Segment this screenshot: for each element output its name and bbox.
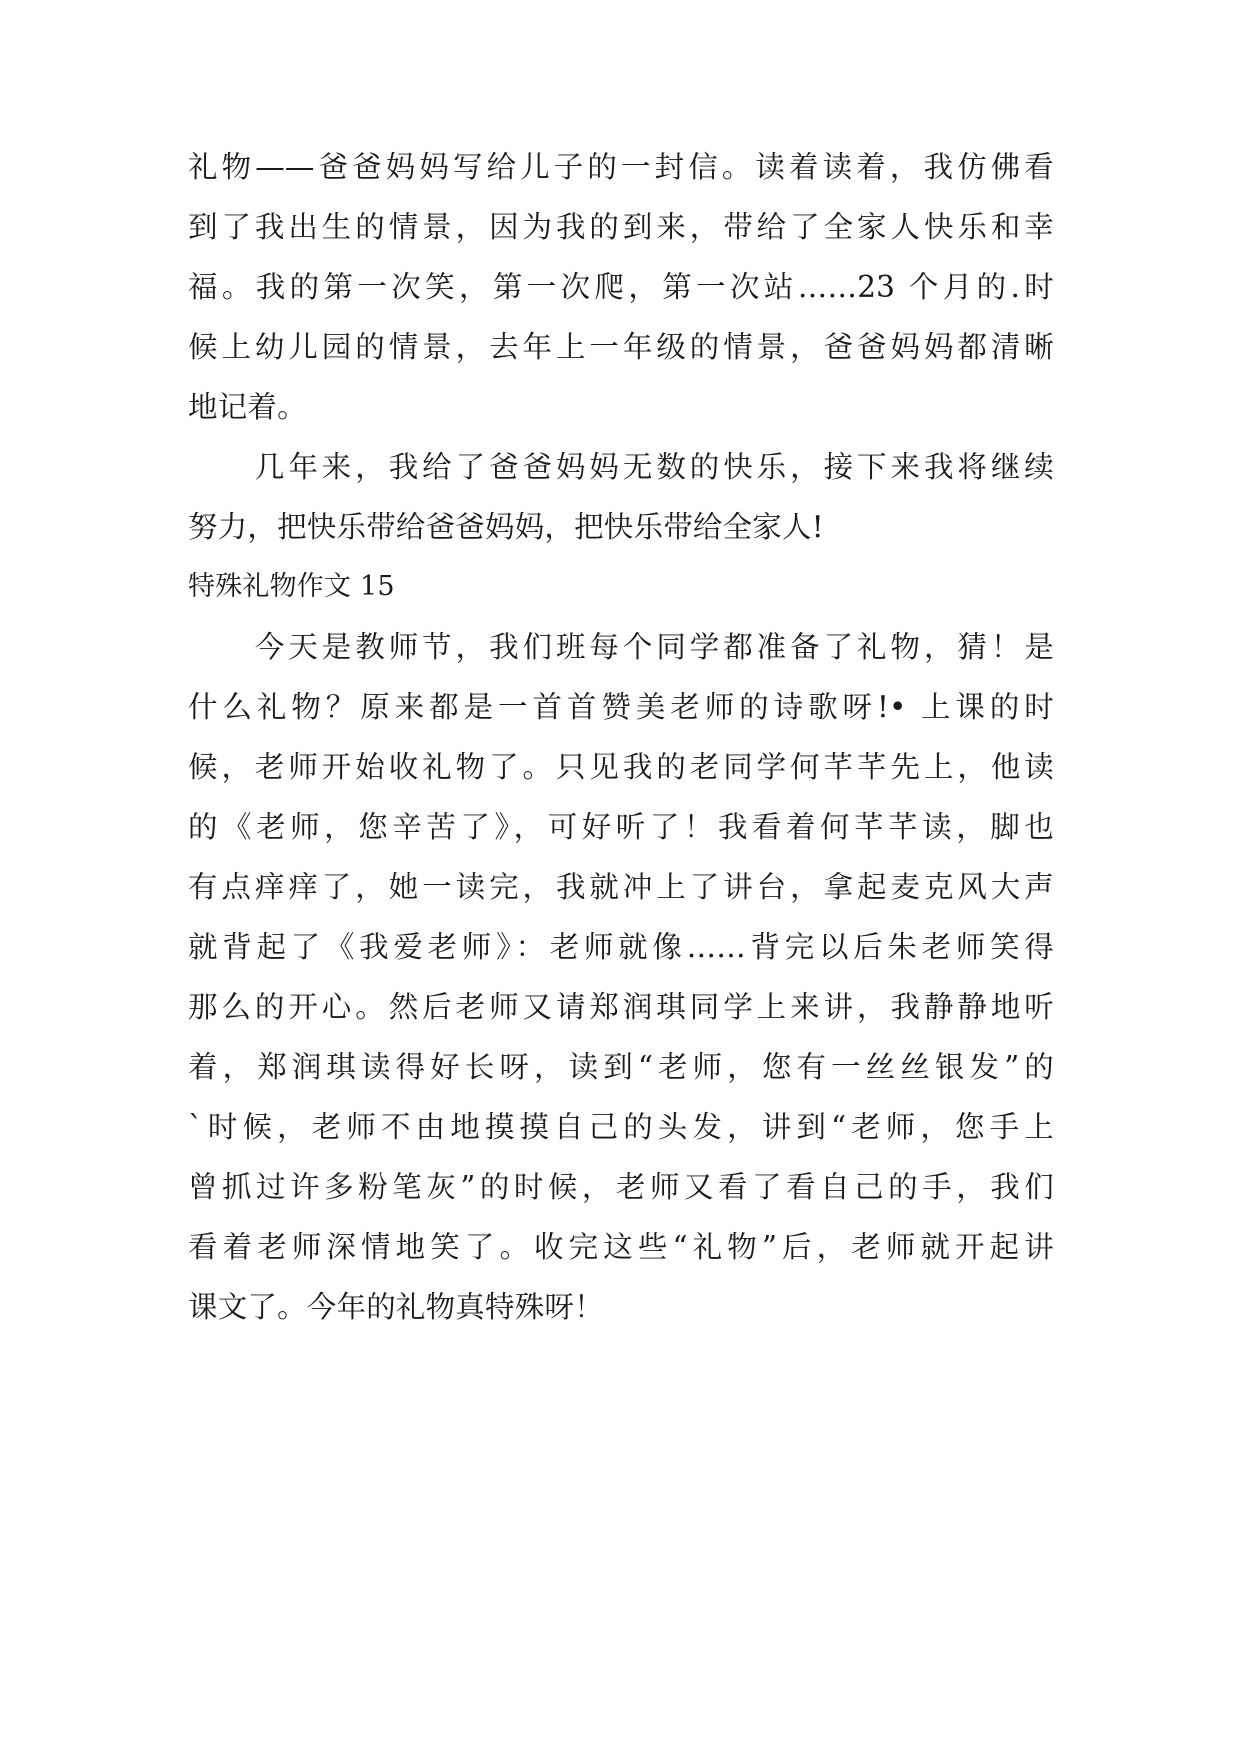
text-line: 课文了。今年的礼物真特殊呀！ [188, 1290, 604, 1324]
text-line: 候上幼儿园的情景，去年上一年级的情景，爸爸妈妈都清晰 [188, 330, 1054, 364]
text-line: 地记着。 [188, 390, 307, 424]
text-line: 候，老师开始收礼物了。只见我的老同学何芊芊先上，他读 [188, 750, 1054, 784]
text-line: 福。我的第一次笑，第一次爬，第一次站……23 个月的.时 [188, 270, 1054, 304]
text-line: 今天是教师节，我们班每个同学都准备了礼物，猜！是 [188, 630, 1054, 664]
text-line: 那么的开心。然后老师又请郑润琪同学上来讲，我静静地听 [188, 990, 1054, 1024]
text-line: 礼物——爸爸妈妈写给儿子的一封信。读着读着，我仿佛看 [188, 150, 1054, 184]
text-line: 有点痒痒了，她一读完，我就冲上了讲台，拿起麦克风大声 [188, 870, 1054, 904]
section-heading: 特殊礼物作文 15 [188, 571, 395, 602]
text-line: 到了我出生的情景，因为我的到来，带给了全家人快乐和幸 [188, 210, 1054, 244]
text-line: 看着老师深情地笑了。收完这些“礼物”后，老师就开起讲 [188, 1230, 1054, 1264]
text-line: 就背起了《我爱老师》：老师就像……背完以后朱老师笑得 [188, 930, 1054, 964]
text-line: 努力，把快乐带给爸爸妈妈，把快乐带给全家人! [188, 510, 824, 544]
text-line: 什么礼物？原来都是一首首赞美老师的诗歌呀!• 上课的时 [188, 690, 1054, 724]
text-line: 的《老师，您辛苦了》，可好听了！我看着何芊芊读，脚也 [188, 810, 1054, 844]
text-line: 着，郑润琪读得好长呀，读到“老师，您有一丝丝银发”的 [188, 1050, 1054, 1084]
text-line: 几年来，我给了爸爸妈妈无数的快乐，接下来我将继续 [188, 450, 1054, 484]
text-line: 曾抓过许多粉笔灰”的时候，老师又看了看自己的手，我们 [188, 1170, 1054, 1204]
text-line: `时候，老师不由地摸摸自己的头发，讲到“老师，您手上 [188, 1110, 1054, 1144]
